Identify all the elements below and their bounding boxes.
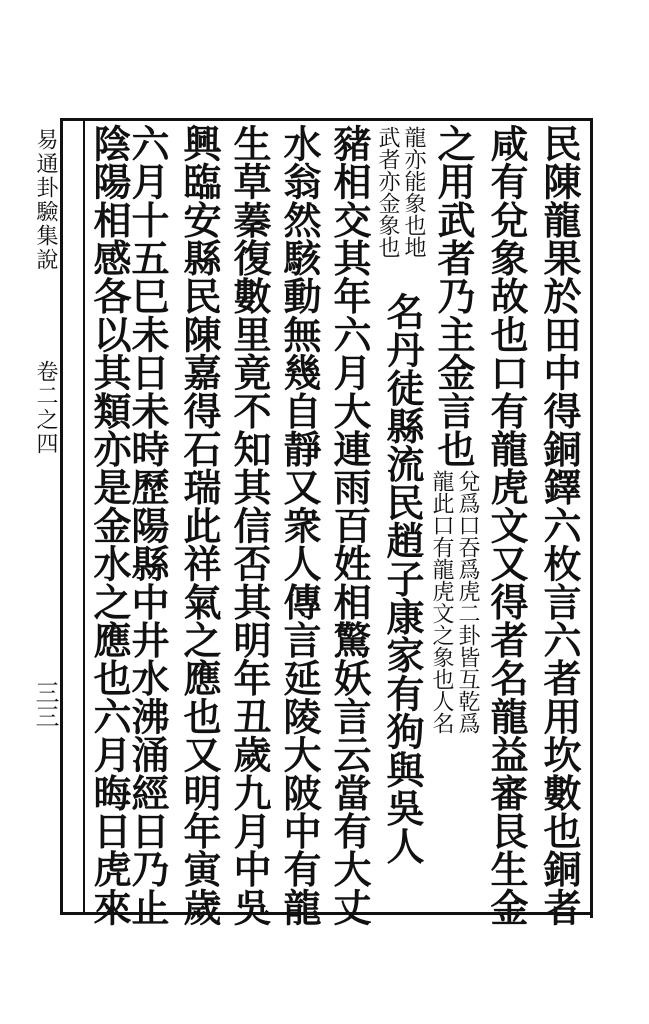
text-column-8: 興臨安縣民陳嘉得石瑞此祥氣之應也又明年寅歲 (177, 124, 222, 927)
margin-book-title: 易通卦驗集說 (33, 128, 58, 272)
frame-right-line (590, 118, 593, 918)
annotation-column-3b: 龍此口有龍虎文之象也人名 (429, 470, 454, 734)
text-column-4: 名丹徒縣流民趙子康家有狗與吳人 (380, 292, 425, 865)
margin-juan-label: 卷二之四 (33, 360, 58, 456)
annotation-column-4a: 龍亦能象也地 (401, 126, 426, 258)
text-column-1: 民陳龍果於田中得銅鐸六枚言六者用坎數也銅者 (537, 124, 582, 927)
text-column-3: 之用武者乃主金言也 (431, 124, 476, 468)
annotation-column-4b: 武者亦金象也 (375, 126, 400, 258)
text-column-2: 咸有兌象故也口有龍虎文又得者名龍益審艮生金 (484, 124, 529, 927)
text-column-7: 生草蓁復數里竟不知其信否其明年丑歲九月中吳 (227, 124, 272, 927)
text-column-5: 豬相交其年六月大連雨百姓相驚妖言云當有大丈 (327, 124, 372, 927)
text-column-9: 六月十五巳未日未時歷陽縣中井水沸涌經日乃止 (125, 124, 170, 927)
annotation-column-3a: 兌爲口吞爲虎二卦皆互乾爲 (455, 470, 480, 734)
center-fold-line (83, 118, 85, 914)
frame-left-line (60, 118, 63, 914)
text-column-6: 水翁然駭動無幾自靜又衆人傳言延陵大陂中有龍 (277, 124, 322, 927)
frame-top-line (60, 118, 592, 121)
text-column-10: 陰陽相感各以其類亦是金水之應也六月晦日虎來 (87, 124, 132, 927)
folio-number: 三三 (31, 680, 59, 728)
